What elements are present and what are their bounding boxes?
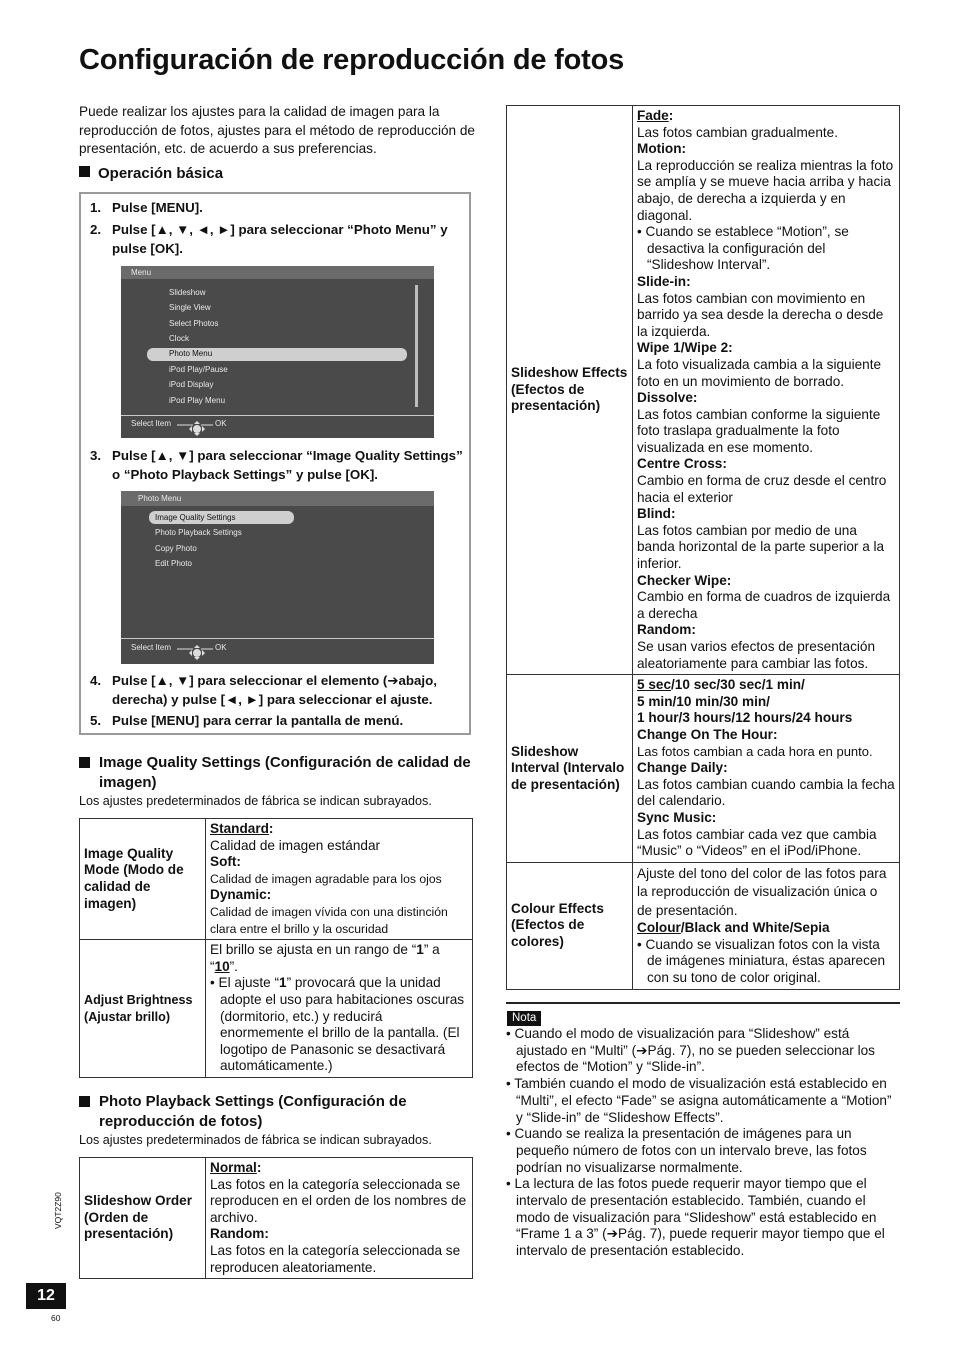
menu-item-select-photos[interactable]: Select Photos — [169, 319, 219, 328]
nota-rule — [506, 1002, 900, 1004]
photo-menu-item-image-quality[interactable]: Image Quality Settings — [155, 513, 236, 522]
pps-order-label: Slideshow Order (Orden de presentación) — [80, 1158, 206, 1279]
basic-heading: Operación básica — [79, 164, 223, 184]
nota-list — [506, 1026, 902, 1260]
list-item: • Cuando se realiza la presentación de imágenes para un pequeño número de fotos con un intervalo breve, las fotos podrían no visualizarse normalmente. — [506, 1126, 867, 1175]
nota-tag: Nota — [507, 1011, 541, 1026]
photo-menu-item-edit-photo[interactable]: Edit Photo — [155, 559, 192, 568]
menu-screen-title: Menu — [121, 266, 434, 279]
table-row — [507, 106, 900, 675]
table-row — [507, 862, 900, 989]
photo-menu-item-copy-photo[interactable]: Copy Photo — [155, 544, 197, 553]
iqs-mode-label: Image Quality Mode (Modo de calidad de imagen) — [80, 819, 206, 940]
square-bullet-icon — [79, 1096, 90, 1107]
menu-item-ipod-play-pause[interactable]: iPod Play/Pause — [169, 365, 228, 374]
iqs-heading: Image Quality Settings (Configuración de calidad de imagen) — [79, 753, 479, 793]
photo-menu-screen-title: Photo Menu — [121, 491, 434, 506]
table-row — [507, 675, 900, 863]
interval-values: 5 sec/10 sec/30 sec/1 min/ 5 min/10 min/30 min/ 1 hour/3 hours/12 hours/24 hours Change On The Hour: Las fotos cambian a cada hora en punto. Change Daily: Las fotos cambian cuando cambia la fecha del calendario. Sync Music: Las fotos cambiar cada vez que cambia “Music” o “Videos” en el iPod/iPhone. — [633, 675, 900, 863]
interval-label: Slideshow Interval (Intervalo de presentación) — [507, 675, 633, 863]
pps-heading: Photo Playback Settings (Configuración de reproducción de fotos) — [79, 1092, 479, 1132]
menu-item-clock[interactable]: Clock — [169, 334, 190, 343]
menu-item-slideshow[interactable]: Slideshow — [169, 288, 206, 297]
iqs-brightness-values: El brillo se ajusta en un rango de “1” a “10”. • El ajuste “1” provocará que la unidad adopte el uso para habitaciones oscuras (dormitorio, etc.) y reducirá enormemente el brillo de la pantalla. (El logotipo de Panasonic se desactivará automáticamente.) — [206, 940, 473, 1078]
menu-screen — [121, 266, 434, 438]
menu-item-single-view[interactable]: Single View — [169, 303, 211, 312]
menu-item-ipod-play-menu[interactable]: iPod Play Menu — [169, 396, 226, 405]
document-code: VQT2Z90 — [53, 1192, 63, 1229]
effects-values: Fade: Las fotos cambian gradualmente. Motion: La reproducción se realiza mientras la foto se amplía y se mueve hacia arriba y hacia abajo, de derecha a izquierda y en diagonal. • Cuando se establece “Motion”, se desactiva la configuración del “Slideshow Interval”. Slide-in: Las fotos cambian con movimiento en barrido ya sea desde la derecha o desde la izquierda. Wipe 1/Wipe 2: La foto visualizada cambia a la siguiente foto en un movimiento de borrado. Dissolve: Las fotos cambian conforme la siguiente foto traslapa gradualmente la foto visualizada en ese momento. Centre Cross: Cambio en forma de cruz desde el centro hacia el exterior Blind: Las fotos cambian por medio de una banda horizontal de la parte superior a la inferior. Checker Wipe: Cambio en forma de cuadros de izquierda a derecha Random: Se usan varios efectos de presentación aleatoriamente para cambiar las fotos. — [633, 106, 900, 675]
pps-subnote: Los ajustes predeterminados de fábrica se indican subrayados. — [79, 1133, 432, 1147]
colour-label: Colour Effects (Efectos de colores) — [507, 862, 633, 989]
photo-menu-item-playback[interactable]: Photo Playback Settings — [155, 528, 242, 537]
table-row — [80, 1158, 473, 1279]
menu-item-ipod-display[interactable]: iPod Display — [169, 380, 214, 389]
intro-paragraph: Puede realizar los ajustes para la calidad de imagen para la reproducción de fotos, ajustes para el método de reproducción de presentación, etc. de acuerdo a sus preferencias. — [79, 104, 475, 156]
dpad-icon — [177, 644, 217, 660]
small-page-number: 60 — [51, 1313, 61, 1323]
photo-menu-screen — [121, 491, 434, 664]
colour-values: Ajuste del tono del color de las fotos para la reproducción de visualización única o de presentación. Colour/Black and White/Sepia • Cuando se visualizan fotos con la vista de imágenes miniatura, éstas aparecen con su tono de color original. — [633, 862, 900, 989]
page-number: 12 — [26, 1283, 66, 1309]
iqs-mode-values: Standard: Calidad de imagen estándar Soft: Calidad de imagen agradable para los ojos Dynamic: Calidad de imagen vívida con una distinción clara entre el brillo y la oscuridad — [206, 819, 473, 940]
pps-order-values: Normal: Las fotos en la categoría seleccionada se reproducen en el orden de los nombres de archivo. Random: Las fotos en la categoría seleccionada se reproducen aleatoriamente. — [206, 1158, 473, 1279]
dpad-icon — [177, 420, 217, 436]
table-row — [80, 819, 473, 940]
list-item: • Cuando el modo de visualización para “Slideshow” está ajustado en “Multi” (➔Pág. 7), no se pueden seleccionar los efectos de “Motion” y “Slide-in”. — [506, 1026, 875, 1075]
iqs-table — [79, 818, 473, 1078]
iqs-subnote: Los ajustes predeterminados de fábrica se indican subrayados. — [79, 794, 432, 808]
table-row — [80, 940, 473, 1078]
list-item: • La lectura de las fotos puede requerir mayor tiempo que el intervalo de presentación establecido. También, cuando el modo de visualización para “Slideshow” está establecido en “Frame 1 a 3” (➔Pág. 7), puede requerir mayor tiempo que el intervalo de presentación establecido. — [506, 1176, 885, 1259]
effects-label: Slideshow Effects (Efectos de presentación) — [507, 106, 633, 675]
playback-settings-table — [506, 105, 900, 990]
menu-scrollbar[interactable] — [415, 285, 418, 407]
square-bullet-icon — [79, 166, 90, 177]
photo-menu-footer: Select Item OK — [121, 638, 434, 664]
iqs-brightness-label: Adjust Brightness (Ajustar brillo) — [80, 940, 206, 1078]
menu-footer: Select Item OK — [121, 415, 434, 438]
menu-item-photo-menu[interactable]: Photo Menu — [169, 349, 213, 358]
square-bullet-icon — [79, 757, 90, 768]
pps-table — [79, 1157, 473, 1279]
page-title: Configuración de reproducción de fotos — [79, 44, 625, 76]
list-item: • También cuando el modo de visualización está establecido en “Multi”, el efecto “Fade” se asigna automáticamente a “Motion” y “Slide-in” de “Slideshow Effects”. — [506, 1076, 892, 1125]
